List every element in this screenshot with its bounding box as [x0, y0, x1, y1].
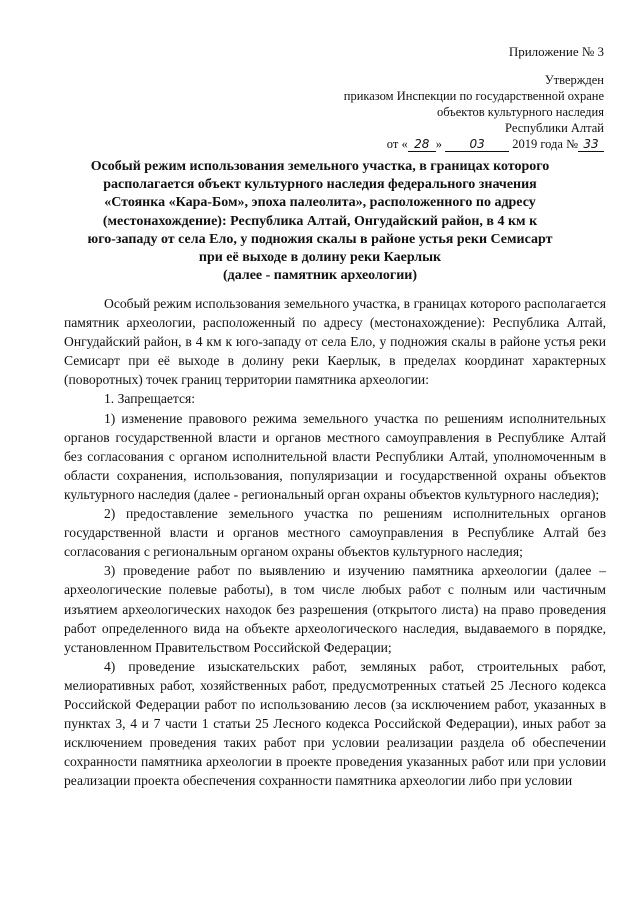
title-line: при её выходе в долину реки Каерлык [198, 250, 442, 266]
title-line: «Стоянка «Кара-Бом», эпоха палеолита», расположенного по адресу [104, 195, 536, 211]
paragraph-item-1: 1) изменение правового режима земельного участка по решениям исполнительных органов государственной власти и органов местного самоуправления в Республике Алтай без согласования с органом исполнительной власти Республики Алтай, уполномоченным в области сохранения, использования, популяризации и государственной охраны объектов культурного наследия (далее - региональный орган охраны объектов культурного наследия); [64, 410, 606, 502]
paragraph-intro: Особый режим использования земельного участка, в границах которого располагается памятник археологии, расположенный по адресу (местонахождение): Республика Алтай, Онгудайский район, в 4 км к юго-западу от села Ело, у подножия скалы в районе устья реки Семисарт при её выходе в долину реки Каерлык, в пределах координат характерных (поворотных) точек границ территории памятника археологии: [64, 296, 606, 388]
order-number-handwritten: 33 [578, 138, 604, 152]
paragraph-item-4: 4) проведение изыскательских работ, земляных работ, строительных работ, мелиоративных работ, хозяйственных работ, предусмотренных статьей 25 Лесного кодекса Российской Федерации работ по использованию лесов (за исключением работ, указанных в пунктах 3, 4 и 7 части 1 статьи 25 Лесного кодекса Российской Федерации), иных работ за исключением проведения таких работ при условии реализации раздела об обеспечении сохранности памятника археологии в проекте проведения указанных работ или при условии реализации проекта обеспечения сохранности памятника археологии либо при условии [64, 658, 606, 789]
approval-line: объектов культурного наследия [437, 105, 604, 119]
approval-block [304, 72, 604, 152]
date-month-handwritten: 03 [445, 138, 509, 152]
paragraph-item-3: 3) проведение работ по выявлению и изучению памятника археологии (далее – археологические полевые работы), в том числе любых работ с полным или частичным изъятием археологических находок без разрешения (открытого листа) на право проведения работ определенного вида на объекте археологического наследия, выдаваемого в порядке, установленном Правительством Российской Федерации; [64, 563, 606, 655]
title-line: юго-западу от села Ело, у подножия скалы в районе устья реки Семисарт [87, 231, 553, 247]
approval-line: Республики Алтай [505, 121, 604, 135]
title-line: Особый режим использования земельного участка, в границах которого [90, 159, 550, 174]
title-line: (далее - памятник археологии) [222, 268, 418, 284]
section-heading-prohibited: 1. Запрещается: [104, 391, 196, 407]
paragraph-item-2: 2) предоставление земельного участка по решениям исполнительных органов государственной власти и органов местного самоуправления в Республике Алтай без согласования с региональным органом охраны объектов культурного наследия; [64, 506, 606, 560]
date-year: 2019 года № [512, 137, 578, 151]
approval-date-line [304, 136, 604, 152]
title-line: (местонахождение): Республика Алтай, Онгудайский район, в 4 км к [102, 213, 538, 229]
date-prefix: от « [386, 137, 408, 151]
annex-number: Приложение № 3 [508, 44, 604, 59]
approval-line: приказом Инспекции по государственной охране [343, 89, 604, 103]
approval-line: Утвержден [544, 73, 604, 87]
document-body [64, 294, 606, 790]
date-day-handwritten: 28 [408, 138, 436, 152]
title-line: располагается объект культурного наследия федерального значения [103, 177, 537, 193]
date-mid: » [435, 137, 442, 151]
document-title [60, 158, 580, 285]
